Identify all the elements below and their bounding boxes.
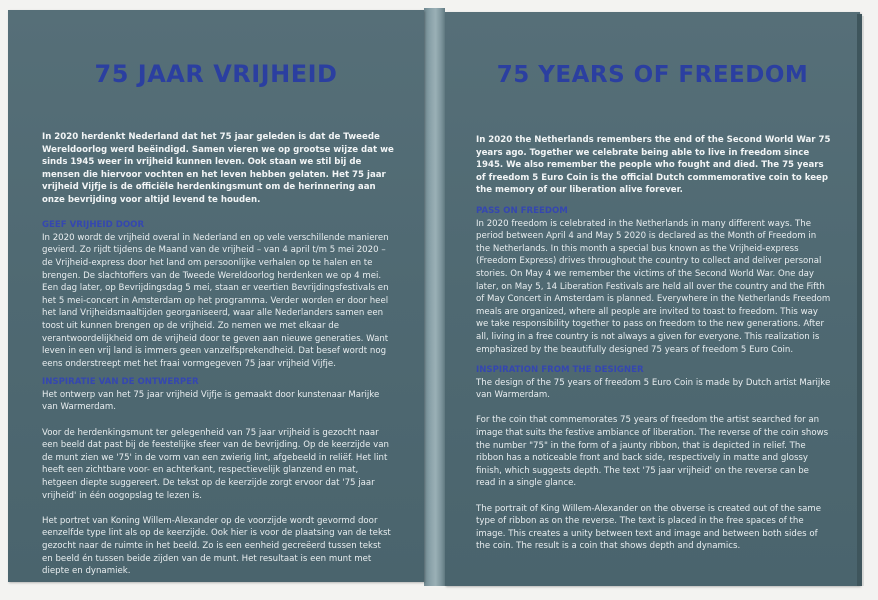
section-heading-inspiration: INSPIRATION FROM THE DESIGNER xyxy=(476,365,644,376)
section-heading-geef-vrijheid-door: GEEF VRIJHEID DOOR xyxy=(42,220,145,231)
section-text-inspiration-3: The portrait of King Willem-Alexander on the obverse is created out of the same type of ribbon as on the reverse. The text is placed in the free spaces of the image. This creates a unity between text and image and between both sides of the coin. The result is a coin that shows depth and dynamics. xyxy=(476,503,822,552)
section-text-geef-vrijheid-door: In 2020 wordt de vrijheid overal in Nederland en op vele verschillende manieren gevierd. Zo rijdt tijdens de Maand van de vrijheid – van 4 april t/m 5 mei 2020 – de Vrijheid-express door het land om persoonlijke verhalen op te halen en te brengen. De slachtoffers van de Tweede Wereldoorlog herdenken we op 4 mei. Een dag later, op Bevrijdingsdag 5 mei, staan er veertien Bevrijdingsfestivals en het 5 mei-concert in Amsterdam op het programma. Verder worden er door heel het land Vrijheidsmaaltijden georganiseerd, waar alle Nederlanders samen een toost uit kunnen brengen op de vrijheid. Zo nemen we met elkaar de verantwoordelijkheid om de vrijheid door te geven aan nieuwe generaties. Want leven in een vrij land is immers geen vanzelfsprekendheid. Dat besef wordt nog eens onderstreept met het fraai vormgegeven 75 jaar vrijheid Vijfje. xyxy=(42,232,389,369)
right-page-edge xyxy=(857,14,862,586)
booklet-spine xyxy=(424,8,445,586)
section-text-pass-on-freedom: In 2020 freedom is celebrated in the Netherlands in many different ways. The period between April 4 and May 5 2020 is declared as the Month of Freedom in the Netherlands. In this month a special bus known as the Vrijheid-express (Freedom Express) drives throughout the country to collect and deliver personal stories. On May 4 we remember the victims of the Second World War. One day later, on May 5, 14 Liberation Festivals are held all over the country and the Fifth of May Concert in Amsterdam is planned. Everywhere in the Netherlands Freedom meals are organized, where all people are invited to toast to freedom. This way we take responsibility together to pass on freedom to the new generations. After all, living in a free country is not always a given for everyone. This realization is emphasized by the beautifully designed 75 years of freedom 5 Euro Coin. xyxy=(476,218,831,355)
page-title-english: 75 YEARS OF FREEDOM xyxy=(496,62,809,88)
intro-paragraph-dutch: In 2020 herdenkt Nederland dat het 75 jaar geleden is dat de Tweede Wereldoorlog werd beëindigd. Samen vieren we op grootse wijze dat we sinds 1945 weer in vrijheid kunnen leven. Ook staan we stil bij de mensen die hiervoor vochten en het leven hebben gelaten. Het 75 jaar vrijheid Vijfje is de officiële herdenkingsmunt om de herinnering aan onze bevrijding voor altijd levend te houden. xyxy=(42,132,394,205)
section-text-inspiration-1: The design of the 75 years of freedom 5 Euro Coin is made by Dutch artist Marijke van Warmerdam. xyxy=(476,377,831,401)
section-text-inspiratie-1: Het ontwerp van het 75 jaar vrijheid Vijfje is gemaakt door kunstenaar Marijke van Warmerdam. xyxy=(42,389,380,413)
intro-paragraph-english: In 2020 the Netherlands remembers the end of the Second World War 75 years ago. Together we celebrate being able to live in freedom since 1945. We also remember the people who fought and died. The 75 years of freedom 5 Euro Coin is the official Dutch commemorative coin to keep the memory of our liberation alive forever. xyxy=(476,135,831,196)
left-text-column xyxy=(42,131,394,578)
section-text-inspiration-2: For the coin that commemorates 75 years of freedom the artist searched for an image that suits the festive ambiance of liberation. The reverse of the coin shows the number "75" in the form of a jaunty ribbon, that is depicted in relief. The ribbon has a noticeable front and back side, respectively in matte and glossy finish, which suggests depth. The text '75 jaar vrijheid' on the reverse can be read in a single glance. xyxy=(476,415,829,489)
section-heading-inspiratie: INSPIRATIE VAN DE ONTWERPER xyxy=(42,377,199,388)
section-text-inspiratie-3: Het portret van Koning Willem-Alexander op de voorzijde wordt gevormd door eenzelfde type lint als op de keerzijde. Ook hier is voor de plaatsing van de tekst gezocht naar de ruimte in het beeld. Zo is een eenheid gecreëerd tussen tekst en beeld én tussen beide zijden van de munt. Het resultaat is een munt met diepte en dynamiek. xyxy=(42,515,391,577)
section-text-inspiratie-2: Voor de herdenkingsmunt ter gelegenheid van 75 jaar vrijheid is gezocht naar een beeld dat past bij de feestelijke sfeer van de bevrijding. Op de keerzijde van de munt zien we '75' in de vorm van een zwierig lint, afgebeeld in reliëf. Het lint heeft een zichtbare voor- en achterkant, respectievelijk glanzend en mat, hetgeen diepte suggereert. De tekst op de keerzijde zorgt ervoor dat '75 jaar vrijheid' in één oogopslag te lezen is. xyxy=(42,427,389,501)
page-title-dutch: 75 JAAR VRIJHEID xyxy=(94,60,338,88)
right-page-english xyxy=(445,12,860,586)
left-page-dutch xyxy=(8,10,424,582)
right-text-column xyxy=(476,134,831,553)
section-heading-pass-on-freedom: PASS ON FREEDOM xyxy=(476,205,568,216)
